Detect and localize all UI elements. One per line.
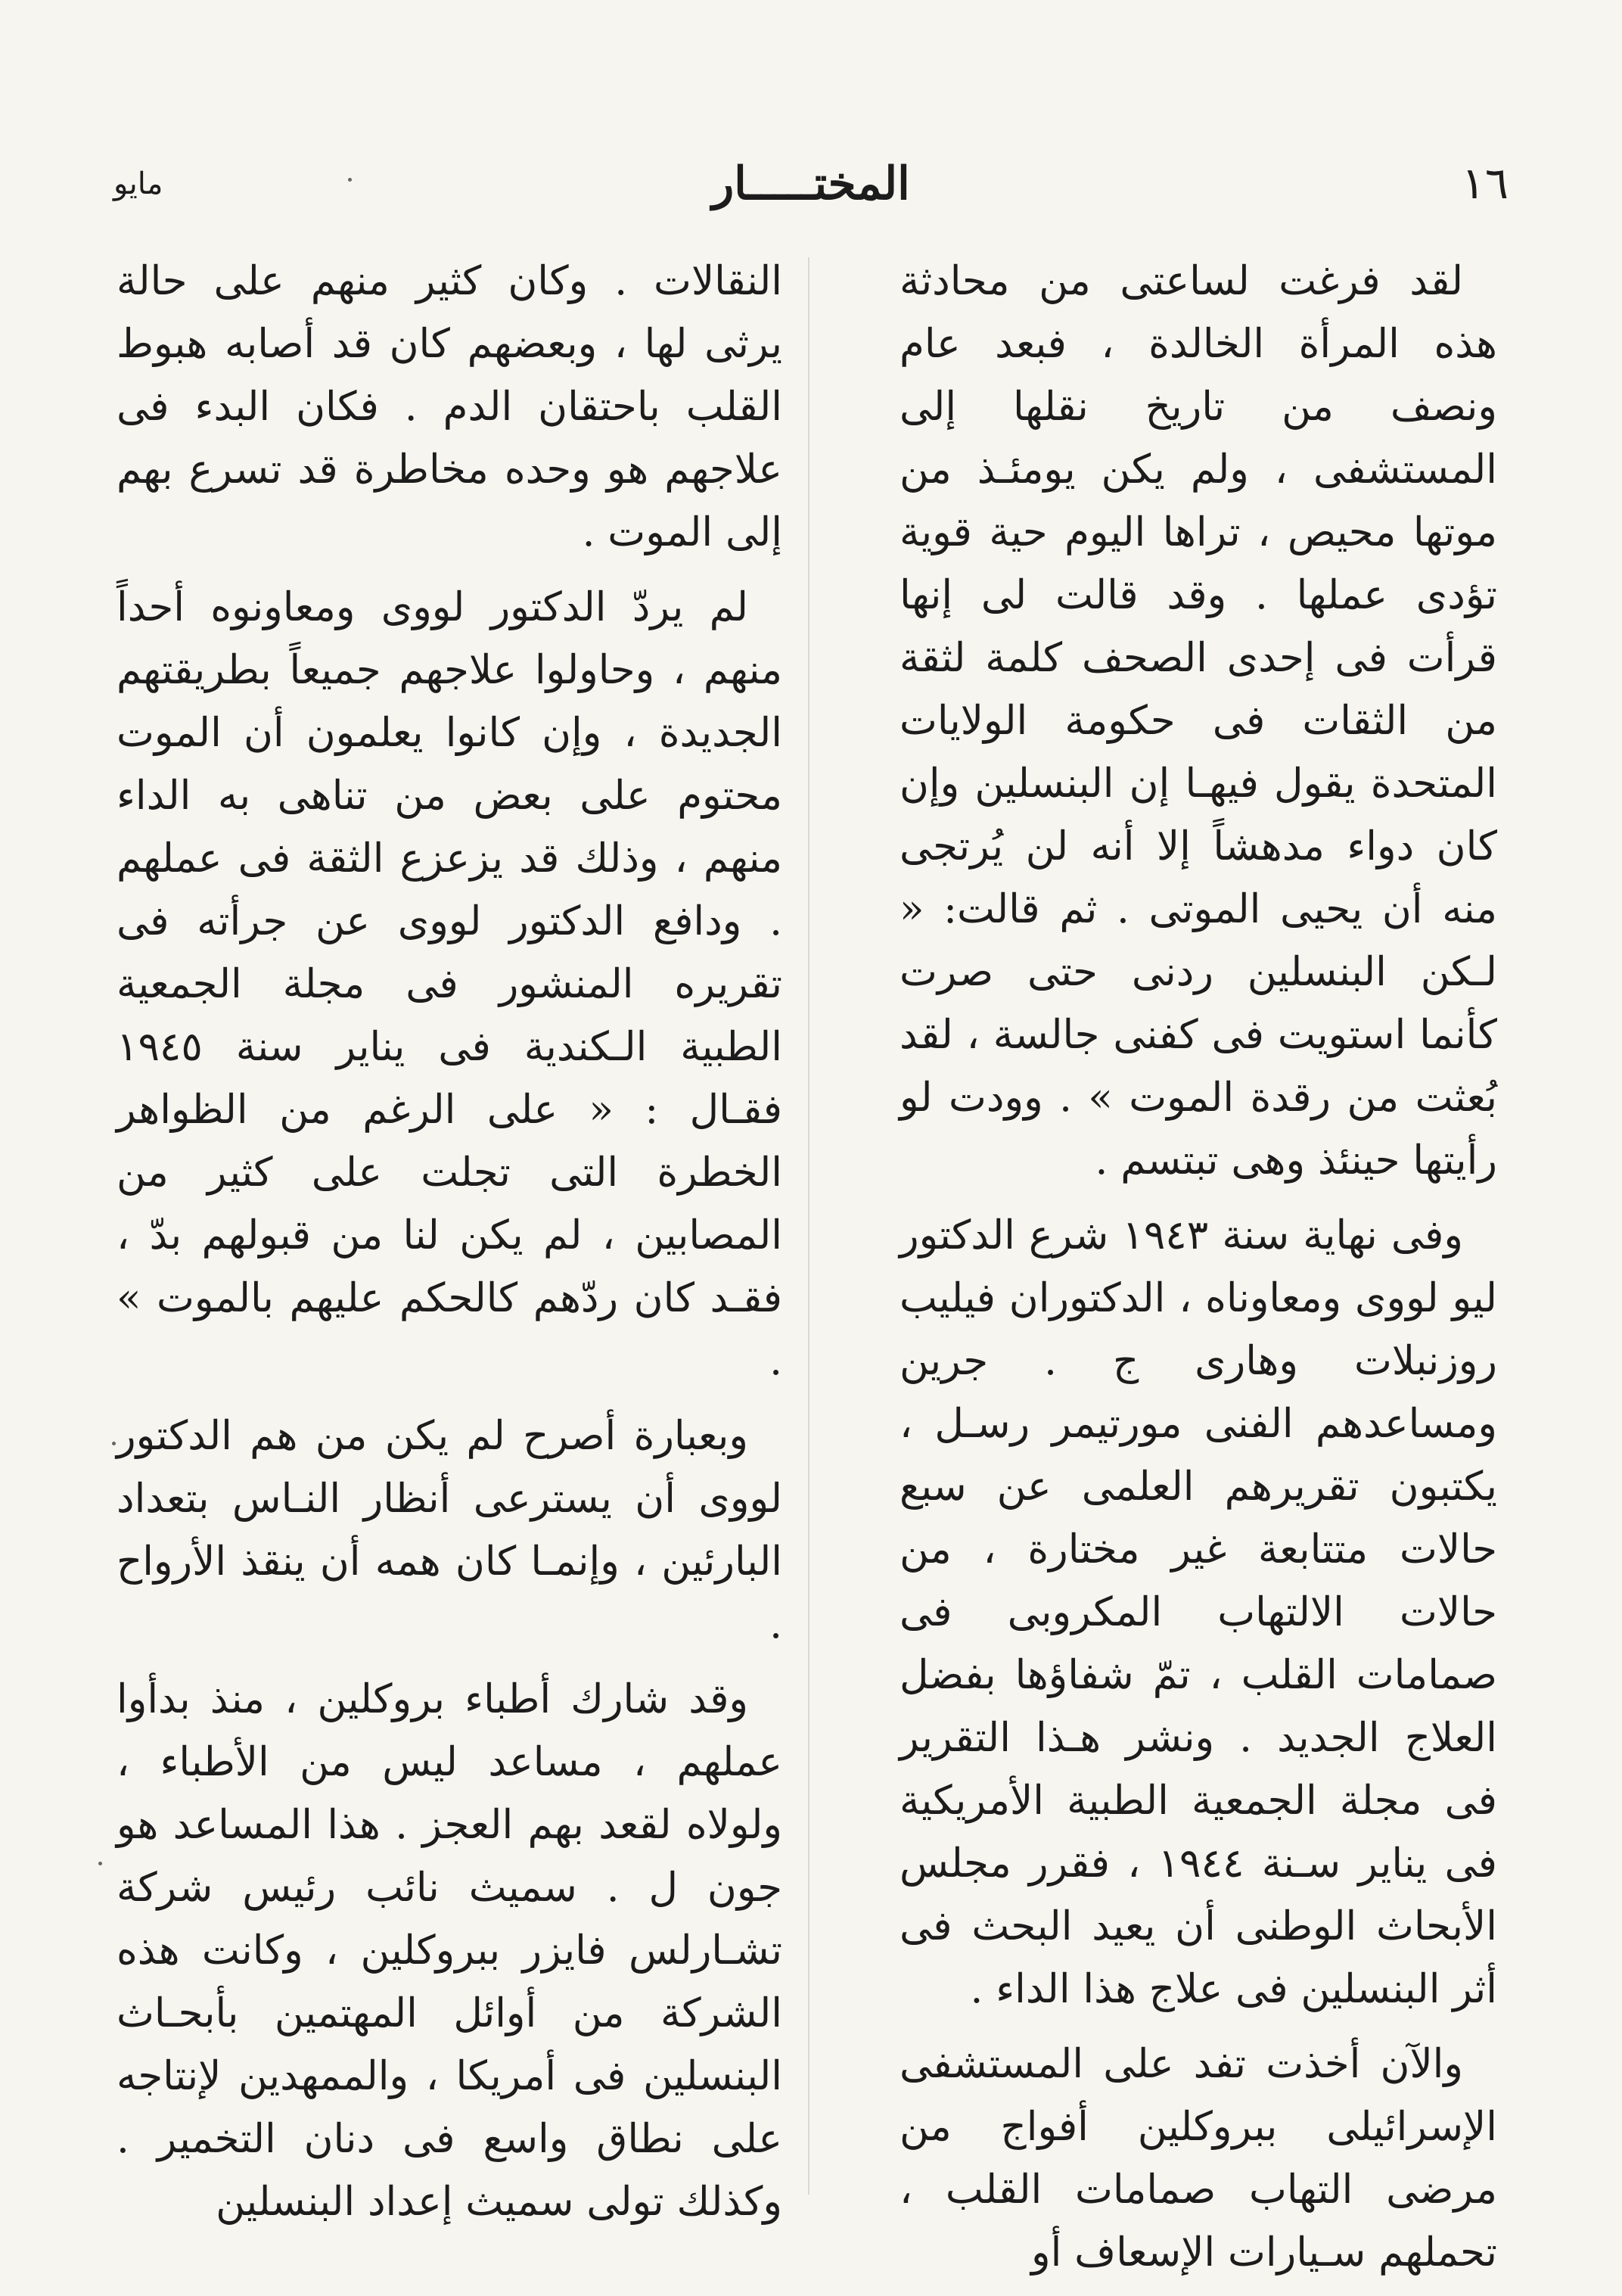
scan-speck xyxy=(98,1862,102,1865)
page-number: ١٦ xyxy=(1461,157,1509,209)
magazine-title: المختـــــار xyxy=(712,157,910,210)
scan-speck xyxy=(348,178,352,182)
paragraph: والآن أخذت تفد على المستشفى الإسرائيلى ببروكلين أفواج من مرضى التهاب صمامات القلب ، تحملهم سـيارات الإسعاف أو xyxy=(900,2041,1497,2276)
paragraph: لم يردّ الدكتور لووى ومعاونوه أحداً منهم ، وحاولوا علاجهم جميعاً بطريقتهم الجديدة ، وإن كانوا يعلمون أن الموت محتوم على بعض من تناهى به الداء منهم ، وذلك قد يزعزع الثقة فى عملهم . ودافع الدكتور لووى عن جرأته فى تقريره المنشور فى مجلة الجمعية الطبية الـكندية فى يناير سنة ١٩٤٥ فقـال : « على الرغم من الظواهر الخطرة التى تجلت على كثير من المصابين ، لم يكن لنا من قبولهم بدّ ، فقـد كان ردّهم كالحكم عليهم بالموت » . xyxy=(117,584,782,1384)
paragraph: وفى نهاية سنة ١٩٤٣ شرع الدكتور ليو لووى ومعاوناه ، الدكتوران فيليب روزنبلات وهارى ج . جرين ومساعدهم الفنى مورتيمر رسـل ، يكتبون تقريرهم العلمى عن سبع حالات متتابعة غير مختارة ، من حالات الالتهاب المكروبى فى صمامات القلب ، تمّ شفاؤها بفضل العلاج الجديد . ونشر هـذا التقرير فى مجلة الجمعية الطبية الأمريكية فى يناير سـنة ١٩٤٤ ، فقرر مجلس الأبحاث الوطنى أن يعيد البحث فى أثر البنسلين فى علاج هذا الداء . xyxy=(900,1212,1497,2012)
column-divider xyxy=(808,257,809,2195)
paragraph: وبعبارة أصرح لم يكن من هم الدكتور لووى أن يسترعى أنظار النـاس بتعداد البارئين ، وإنمـا كان همه أن ينقذ الأرواح . xyxy=(117,1413,782,1647)
paragraph: النقالات . وكان كثير منهم على حالة يرثى لها ، وبعضهم كان قد أصابه هبوط القلب باحتقان الدم . فكان البدء فى علاجهم هو وحده مخاطرة قد تسرع بهم إلى الموت . xyxy=(117,258,782,555)
paragraph: لقد فرغت لساعتى من محادثة هذه المرأة الخالدة ، فبعد عام ونصف من تاريخ نقلها إلى المستشفى ، ولم يكن يومئـذ من موتها محيص ، تراها اليوم حية قوية تؤدى عملها . وقد قالت لى إنها قرأت فى إحدى الصحف كلمة لثقة من الثقات فى حكومة الولايات المتحدة يقول فيهـا إن البنسلين وإن كان دواء مدهشاً إلا أنه لن يُرتجى منه أن يحيى الموتى . ثم قالت: « لـكن البنسلين ردنى حتى صرت كأنما استويت فى كفنى جالسة ، لقد بُعثت من رقدة الموت » . وودت لو رأيتها حينئذ وهى تبتسم . xyxy=(900,258,1497,1184)
page-header xyxy=(113,157,1509,226)
scan-speck xyxy=(112,1442,116,1445)
paragraph: وقد شارك أطباء بروكلين ، منذ بدأوا عملهم ، مساعد ليس من الأطباء ، ولولاه لقعد بهم العجز . هذا المساعد هو جون ل . سميث نائب رئيس شركة تشـارلس فايزر ببروكلين ، وكانت هذه الشركة من أوائل المهتمين بأبحـاث البنسلين فى أمريكا ، والممهدين لإنتاجه على نطاق واسع فى دنان التخمير . وكذلك تولى سميث إعداد البنسلين xyxy=(117,1676,782,2225)
issue-month: مايو xyxy=(113,166,163,201)
right-column xyxy=(900,250,1497,2296)
left-column xyxy=(117,250,782,2245)
